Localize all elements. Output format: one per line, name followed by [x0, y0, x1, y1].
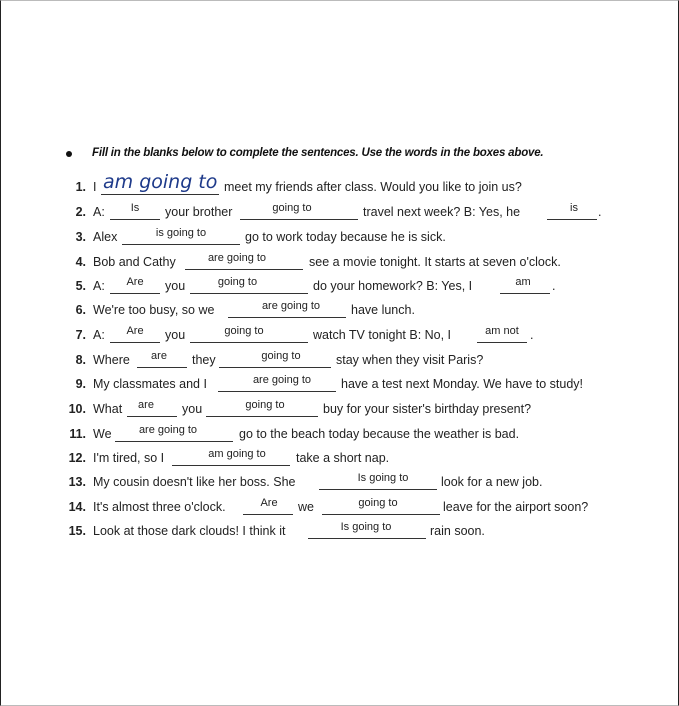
text-segment: A: — [93, 279, 105, 293]
text-segment: Alex — [93, 230, 118, 244]
text-segment: . — [552, 279, 556, 293]
answer-text: am not — [485, 325, 519, 337]
line-number: 3. — [75, 230, 86, 244]
text-segment: What — [93, 402, 123, 416]
answer-blank[interactable] — [218, 391, 336, 392]
answer-text: Are — [126, 325, 144, 337]
text-segment: We — [93, 427, 112, 441]
answer-blank[interactable] — [122, 244, 240, 245]
answer-blank[interactable] — [127, 416, 177, 417]
text-segment: Bob and Cathy — [93, 255, 176, 269]
handwritten-answer: am going to — [103, 171, 218, 193]
answer-blank[interactable] — [500, 293, 550, 294]
answer-blank[interactable] — [185, 269, 303, 270]
answer-text: is going to — [155, 227, 207, 239]
answer-blank[interactable] — [322, 514, 440, 515]
answer-blank[interactable] — [547, 219, 597, 220]
answer-text: going to — [224, 325, 264, 337]
answer-text: Is going to — [357, 472, 409, 484]
instructions: Fill in the blanks below to complete the sentences. Use the words in the boxes above. — [92, 147, 544, 159]
text-segment: you — [182, 402, 203, 416]
answer-text: Is — [130, 202, 140, 214]
text-segment: have lunch. — [351, 303, 415, 317]
text-segment: have a test next Monday. We have to study! — [341, 377, 584, 391]
text-segment: stay when they visit Paris? — [336, 353, 484, 367]
answer-blank[interactable] — [319, 489, 437, 490]
answer-blank[interactable] — [190, 342, 308, 343]
answer-text: going to — [358, 497, 398, 509]
answer-blank[interactable] — [206, 416, 318, 417]
line-number: 11. — [69, 427, 86, 441]
text-segment: Where — [93, 353, 130, 367]
answer-blank[interactable] — [477, 342, 527, 343]
line-number: 6. — [75, 303, 86, 317]
text-segment: go to work today because he is sick. — [245, 230, 446, 244]
text-segment: watch TV tonight B: No, I — [313, 328, 452, 342]
line-number: 9. — [75, 377, 86, 391]
text-segment: A: — [93, 205, 105, 219]
answer-text: Are — [126, 276, 144, 288]
answer-blank[interactable] — [110, 342, 160, 343]
text-segment: you — [165, 279, 186, 293]
text-segment: My classmates and I — [93, 377, 207, 391]
text-segment: It's almost three o'clock. — [93, 500, 226, 514]
line-number: 8. — [75, 353, 86, 367]
line-number: 4. — [75, 255, 86, 269]
text-segment: Look at those dark clouds! I think it — [93, 524, 286, 538]
answer-text: are going to — [207, 252, 267, 264]
line-number: 5. — [75, 279, 86, 293]
text-segment: your brother — [165, 205, 233, 219]
answer-text: going to — [245, 399, 285, 411]
answer-text: are going to — [138, 424, 198, 436]
text-segment: you — [165, 328, 186, 342]
text-segment: I'm tired, so I — [93, 451, 165, 465]
text-segment: rain soon. — [430, 524, 485, 538]
text-segment: look for a new job. — [441, 475, 543, 489]
answer-blank[interactable] — [115, 441, 233, 442]
line-number: 7. — [75, 328, 86, 342]
answer-text: is — [570, 202, 578, 214]
answer-text: are — [138, 399, 154, 411]
answer-blank[interactable] — [137, 367, 187, 368]
answer-text: am going to — [208, 448, 266, 460]
text-segment: buy for your sister's birthday present? — [323, 402, 532, 416]
answer-text: are — [151, 350, 167, 362]
bullet-icon — [66, 151, 72, 157]
answer-text: Are — [260, 497, 278, 509]
text-segment: we — [298, 500, 314, 514]
answer-text: am — [515, 276, 531, 288]
answer-text: Is going to — [340, 521, 392, 533]
line-number: 12. — [68, 451, 86, 465]
answer-blank[interactable] — [243, 514, 293, 515]
text-segment: . — [530, 328, 534, 342]
answer-blank[interactable] — [219, 367, 331, 368]
answer-blank[interactable] — [228, 317, 346, 318]
text-segment: We're too busy, so we — [93, 303, 215, 317]
text-segment: leave for the airport soon? — [443, 500, 589, 514]
line-number: 13. — [68, 475, 86, 489]
answer-blank[interactable] — [172, 465, 290, 466]
line-number: 15. — [68, 524, 86, 538]
answer-text: going to — [217, 276, 258, 288]
answer-blank[interactable] — [240, 219, 358, 220]
text-segment: meet my friends after class. Would you like to join us? — [224, 180, 522, 194]
line-number: 14. — [68, 500, 86, 514]
answer-text: are going to — [261, 300, 321, 312]
text-segment: A: — [93, 328, 105, 342]
answer-blank[interactable] — [110, 293, 160, 294]
text-segment: take a short nap. — [296, 451, 390, 465]
text-segment: see a movie tonight. It starts at seven o'clock. — [309, 255, 561, 269]
text-segment: My cousin doesn't like her boss. She — [93, 475, 296, 489]
text-segment: go to the beach today because the weather is bad. — [239, 427, 520, 441]
answer-blank[interactable] — [110, 219, 160, 220]
text-segment: travel next week? B: Yes, he — [363, 205, 521, 219]
answer-text: going to — [272, 202, 312, 214]
answer-text: going to — [261, 350, 301, 362]
line-number: 1. — [75, 180, 86, 194]
line-number: 10. — [68, 402, 86, 416]
answer-blank[interactable] — [101, 194, 219, 195]
answer-text: are going to — [252, 374, 312, 386]
text-segment: . — [598, 205, 602, 219]
line-number: 2. — [75, 205, 86, 219]
text-segment: I — [93, 180, 97, 194]
answer-blank[interactable] — [308, 538, 426, 539]
text-segment: do your homework? B: Yes, I — [313, 279, 473, 293]
answer-blank[interactable] — [190, 293, 308, 294]
text-segment: they — [192, 353, 216, 367]
